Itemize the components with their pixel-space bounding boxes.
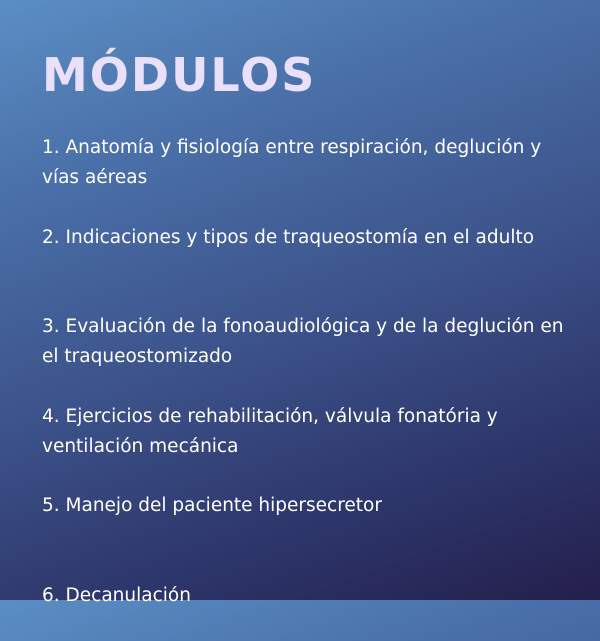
- module-list: [42, 133, 582, 641]
- module-item-6: 6. Decanulación: [42, 584, 191, 606]
- module-item-2: 2. Indicaciones y tipos de traqueostomía en el adulto: [42, 226, 535, 248]
- module-item-4: 4. Ejercicios de rehabilitación, válvula fonatória y ventilación mecánica: [42, 405, 498, 457]
- module-item-3: 3. Evaluación de la fonoaudiológica y de la deglución en el traqueostomizado: [42, 316, 564, 367]
- module-item-5: 5. Manejo del paciente hipersecretor: [42, 495, 382, 516]
- module-item-1: 1. Anatomía y fisiología entre respiración, deglución y vías aéreas: [42, 137, 542, 188]
- page-title: MÓDULOS: [42, 48, 317, 102]
